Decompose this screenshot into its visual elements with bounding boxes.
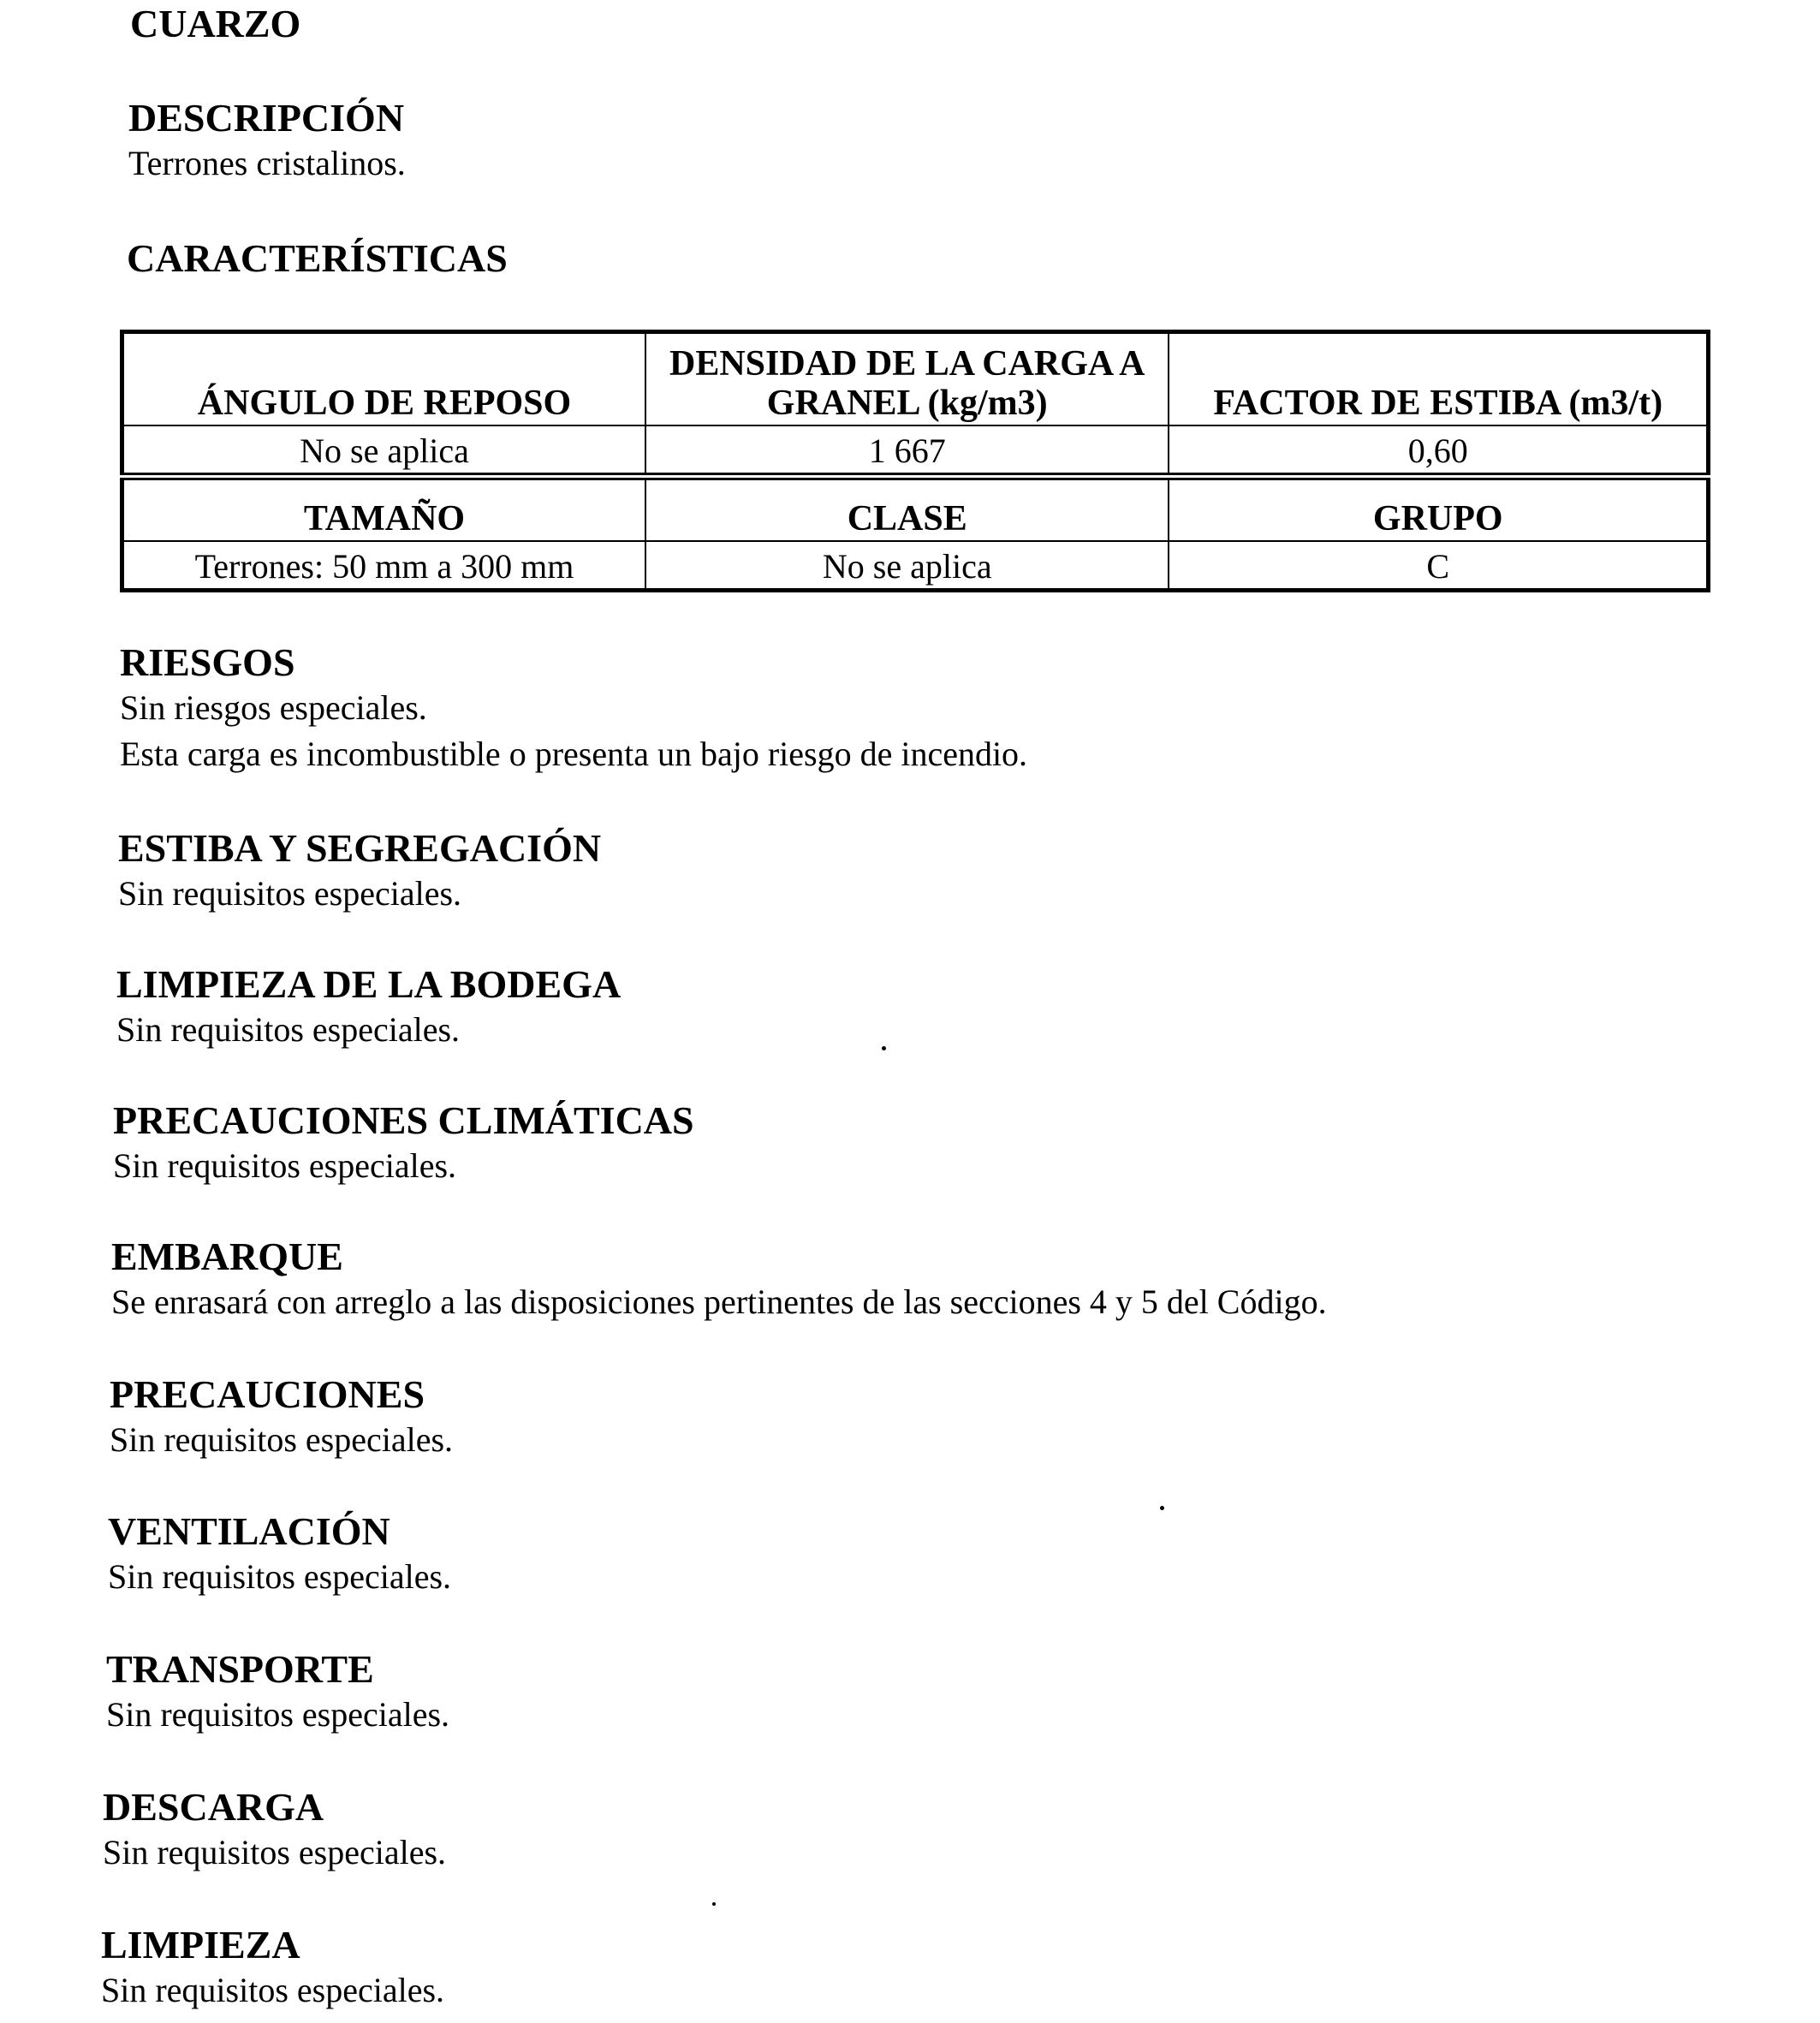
caracteristicas-heading: CARACTERÍSTICAS — [127, 236, 508, 280]
table-header-grupo: GRUPO — [1169, 477, 1708, 542]
ventilacion-heading: VENTILACIÓN — [108, 1509, 390, 1553]
limpieza-bodega-text: Sin requisitos especiales. — [116, 1010, 461, 1049]
ventilacion-section — [108, 1509, 451, 1600]
table-value-angulo: No se aplica — [122, 425, 645, 477]
riesgos-text-line-1: Sin riesgos especiales. — [120, 688, 427, 727]
estiba-heading: ESTIBA Y SEGREGACIÓN — [118, 826, 602, 870]
descarga-text: Sin requisitos especiales. — [103, 1833, 447, 1871]
precauciones-climaticas-heading: PRECAUCIONES CLIMÁTICAS — [113, 1098, 694, 1142]
embarque-heading: EMBARQUE — [111, 1235, 343, 1278]
estiba-text: Sin requisitos especiales. — [118, 874, 462, 913]
estiba-section — [118, 826, 601, 917]
transporte-text: Sin requisitos especiales. — [106, 1695, 450, 1734]
transporte-heading: TRANSPORTE — [106, 1647, 374, 1691]
table-value-grupo: C — [1169, 541, 1708, 591]
table-header-densidad: DENSIDAD DE LA CARGA A GRANEL (kg/m3) — [645, 332, 1169, 426]
table-value-densidad: 1 667 — [645, 425, 1169, 477]
ventilacion-text: Sin requisitos especiales. — [108, 1557, 452, 1596]
document-title: CUARZO — [130, 2, 301, 45]
precauciones-text: Sin requisitos especiales. — [110, 1420, 454, 1459]
scan-speck — [1160, 1506, 1164, 1510]
embarque-section — [111, 1235, 1327, 1325]
table-header-clase: CLASE — [645, 477, 1169, 542]
descarga-section — [103, 1785, 446, 1876]
precauciones-climaticas-text: Sin requisitos especiales. — [113, 1146, 457, 1185]
table-header-tamano: TAMAÑO — [122, 477, 645, 542]
table-header-angulo: ÁNGULO DE REPOSO — [122, 332, 645, 426]
limpieza-text: Sin requisitos especiales. — [101, 1971, 445, 2009]
limpieza-bodega-section — [116, 962, 621, 1053]
characteristics-table — [120, 330, 1710, 592]
table-value-clase: No se aplica — [645, 541, 1169, 591]
descripcion-text: Terrones cristalinos. — [128, 144, 406, 182]
riesgos-text-line-2: Esta carga es incombustible o presenta un bajo riesgo de incendio. — [120, 735, 1028, 773]
table-value-factor: 0,60 — [1169, 425, 1708, 477]
riesgos-heading: RIESGOS — [120, 640, 295, 684]
precauciones-climaticas-section — [113, 1098, 694, 1189]
transporte-section — [106, 1647, 449, 1738]
descripcion-section — [128, 96, 406, 187]
precauciones-section — [110, 1372, 453, 1463]
limpieza-section — [101, 1923, 444, 2014]
limpieza-bodega-heading: LIMPIEZA DE LA BODEGA — [116, 962, 622, 1006]
riesgos-section — [120, 640, 1027, 777]
descripcion-heading: DESCRIPCIÓN — [128, 96, 405, 140]
table-value-tamano: Terrones: 50 mm a 300 mm — [122, 541, 645, 591]
precauciones-heading: PRECAUCIONES — [110, 1372, 425, 1416]
scan-speck — [882, 1046, 886, 1050]
caracteristicas-section — [127, 236, 508, 281]
table-header-factor: FACTOR DE ESTIBA (m3/t) — [1169, 332, 1708, 426]
descarga-heading: DESCARGA — [103, 1785, 324, 1829]
limpieza-heading: LIMPIEZA — [101, 1923, 300, 1966]
embarque-text: Se enrasará con arreglo a las disposiciones pertinentes de las secciones 4 y 5 del Código. — [111, 1282, 1327, 1321]
scan-speck — [712, 1902, 716, 1906]
